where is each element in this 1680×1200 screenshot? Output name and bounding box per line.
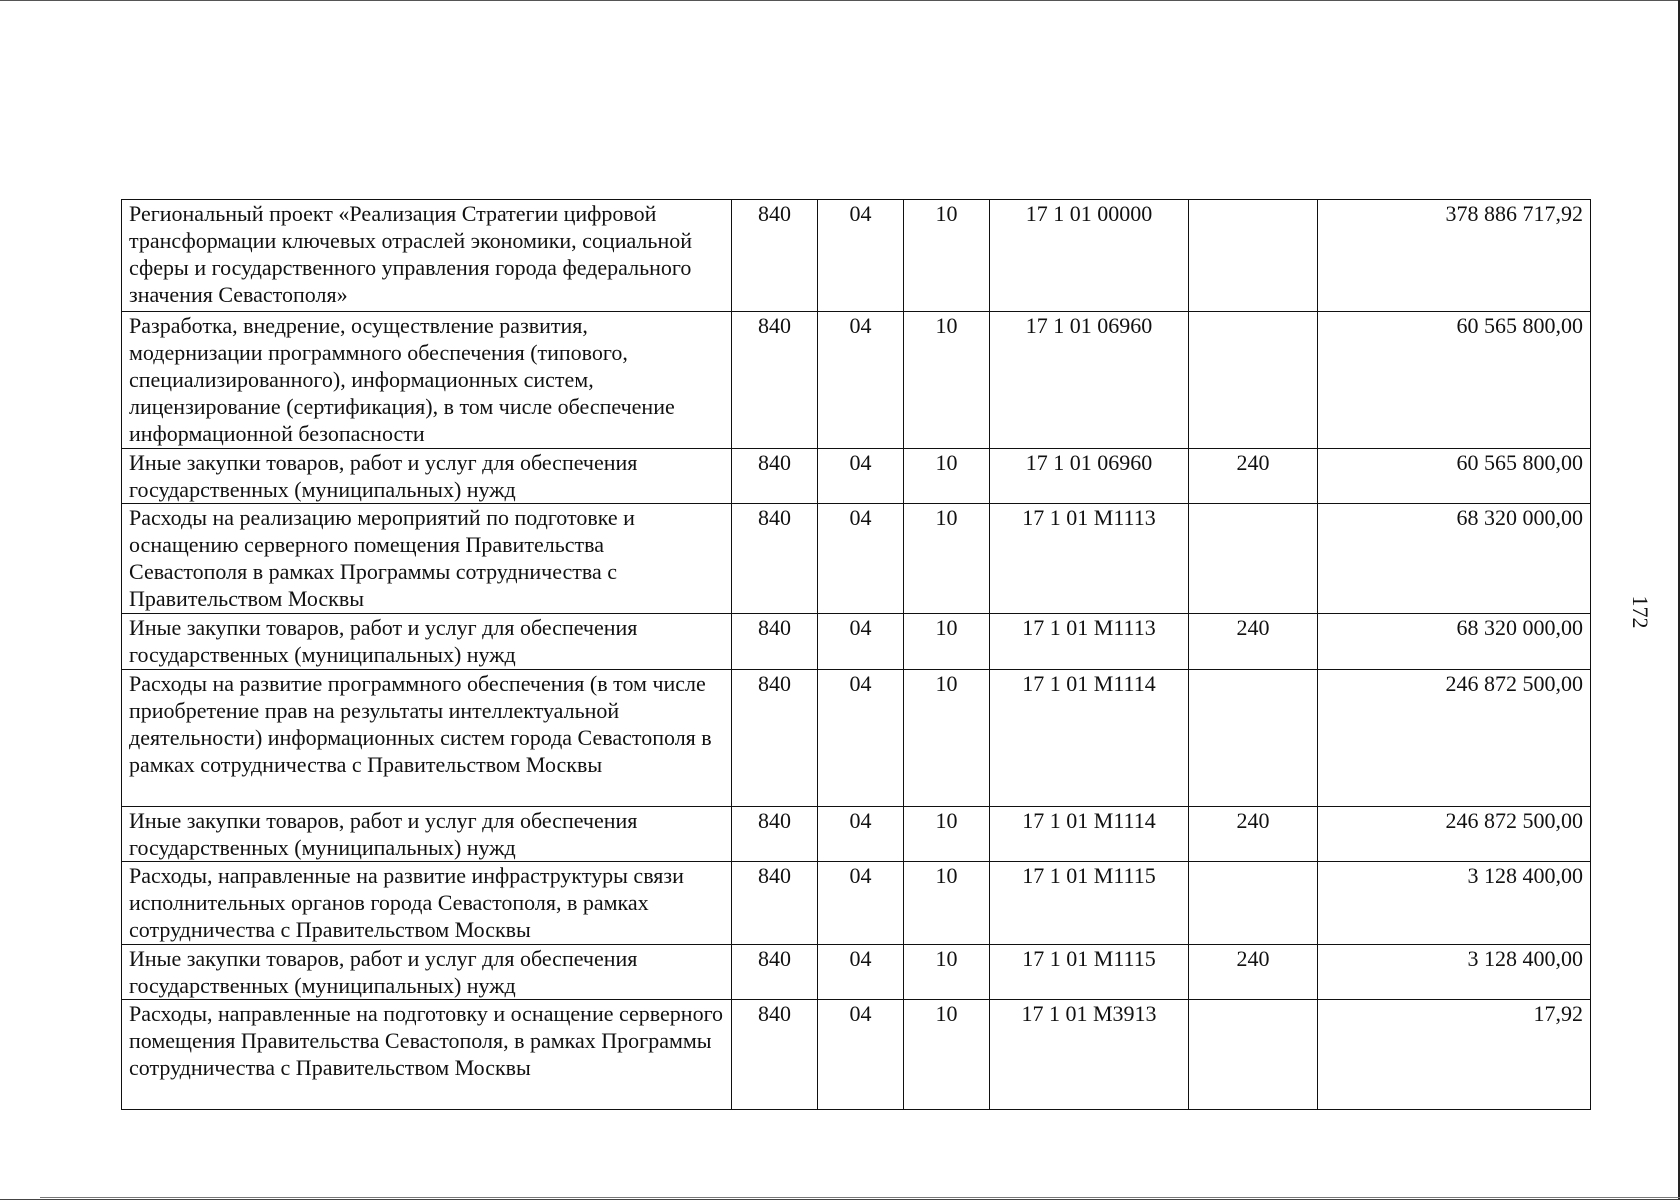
page-number: 172 — [1628, 595, 1653, 629]
row-description: Разработка, внедрение, осуществление развития, модернизации программного обеспечения (типового, специализированного), информационных систем, лицензирование (сертификация), в том числе обеспечение информационной безопасности — [122, 312, 732, 449]
subsection-code: 10 — [904, 614, 990, 670]
table-row — [122, 862, 1591, 945]
target-article-code: 17 1 01 M1115 — [990, 945, 1189, 1000]
expense-type-code: 240 — [1189, 807, 1318, 862]
scan-bottom-line — [40, 1197, 1680, 1198]
section-code: 04 — [818, 945, 904, 1000]
section-code: 04 — [818, 862, 904, 945]
target-article-code: 17 1 01 06960 — [990, 312, 1189, 449]
amount-value: 68 320 000,00 — [1318, 614, 1591, 670]
row-description: Иные закупки товаров, работ и услуг для обеспечения государственных (муниципальных) нужд — [122, 449, 732, 504]
subsection-code: 10 — [904, 504, 990, 614]
section-code: 04 — [818, 807, 904, 862]
section-code: 04 — [818, 614, 904, 670]
ministry-code: 840 — [732, 449, 818, 504]
target-article-code: 17 1 01 M1113 — [990, 614, 1189, 670]
budget-table — [121, 199, 1591, 1110]
row-description: Иные закупки товаров, работ и услуг для обеспечения государственных (муниципальных) нужд — [122, 807, 732, 862]
section-code: 04 — [818, 200, 904, 312]
subsection-code: 10 — [904, 945, 990, 1000]
expense-type-code — [1189, 1000, 1318, 1110]
subsection-code: 10 — [904, 312, 990, 449]
row-description: Расходы, направленные на развитие инфраструктуры связи исполнительных органов города Севастополя, в рамках сотрудничества с Правительством Москвы — [122, 862, 732, 945]
row-description: Расходы на развитие программного обеспечения (в том числе приобретение прав на результаты интеллектуальной деятельности) информационных систем города Севастополя в рамках сотрудничества с Правительством Москвы — [122, 670, 732, 807]
subsection-code: 10 — [904, 200, 990, 312]
subsection-code: 10 — [904, 807, 990, 862]
target-article-code: 17 1 01 M1114 — [990, 670, 1189, 807]
row-description: Расходы на реализацию мероприятий по подготовке и оснащению серверного помещения Правительства Севастополя в рамках Программы сотрудничества с Правительством Москвы — [122, 504, 732, 614]
subsection-code: 10 — [904, 449, 990, 504]
amount-value: 378 886 717,92 — [1318, 200, 1591, 312]
target-article-code: 17 1 01 M1113 — [990, 504, 1189, 614]
expense-type-code — [1189, 670, 1318, 807]
subsection-code: 10 — [904, 1000, 990, 1110]
amount-value: 246 872 500,00 — [1318, 807, 1591, 862]
expense-type-code — [1189, 312, 1318, 449]
scan-top-edge — [0, 0, 1680, 1]
ministry-code: 840 — [732, 1000, 818, 1110]
ministry-code: 840 — [732, 312, 818, 449]
row-description: Расходы, направленные на подготовку и оснащение серверного помещения Правительства Севастополя, в рамках Программы сотрудничества с Правительством Москвы — [122, 1000, 732, 1110]
table-row — [122, 670, 1591, 807]
table-row — [122, 614, 1591, 670]
expense-type-code — [1189, 200, 1318, 312]
table-row — [122, 504, 1591, 614]
section-code: 04 — [818, 670, 904, 807]
expense-type-code — [1189, 504, 1318, 614]
ministry-code: 840 — [732, 945, 818, 1000]
target-article-code: 17 1 01 M3913 — [990, 1000, 1189, 1110]
amount-value: 17,92 — [1318, 1000, 1591, 1110]
table-row — [122, 449, 1591, 504]
ministry-code: 840 — [732, 807, 818, 862]
ministry-code: 840 — [732, 614, 818, 670]
section-code: 04 — [818, 1000, 904, 1110]
row-description: Иные закупки товаров, работ и услуг для обеспечения государственных (муниципальных) нужд — [122, 945, 732, 1000]
table-row — [122, 807, 1591, 862]
table-row — [122, 945, 1591, 1000]
row-description: Иные закупки товаров, работ и услуг для обеспечения государственных (муниципальных) нужд — [122, 614, 732, 670]
row-description: Региональный проект «Реализация Стратегии цифровой трансформации ключевых отраслей экономики, социальной сферы и государственного управления города федерального значения Севастополя» — [122, 200, 732, 312]
target-article-code: 17 1 01 06960 — [990, 449, 1189, 504]
table-row — [122, 1000, 1591, 1110]
section-code: 04 — [818, 449, 904, 504]
section-code: 04 — [818, 504, 904, 614]
target-article-code: 17 1 01 M1114 — [990, 807, 1189, 862]
amount-value: 3 128 400,00 — [1318, 862, 1591, 945]
ministry-code: 840 — [732, 862, 818, 945]
expense-type-code — [1189, 862, 1318, 945]
expense-type-code: 240 — [1189, 945, 1318, 1000]
ministry-code: 840 — [732, 670, 818, 807]
expense-type-code: 240 — [1189, 614, 1318, 670]
ministry-code: 840 — [732, 200, 818, 312]
table-row — [122, 200, 1591, 312]
table-row — [122, 312, 1591, 449]
amount-value: 60 565 800,00 — [1318, 312, 1591, 449]
section-code: 04 — [818, 312, 904, 449]
amount-value: 246 872 500,00 — [1318, 670, 1591, 807]
expense-type-code: 240 — [1189, 449, 1318, 504]
amount-value: 3 128 400,00 — [1318, 945, 1591, 1000]
amount-value: 68 320 000,00 — [1318, 504, 1591, 614]
target-article-code: 17 1 01 00000 — [990, 200, 1189, 312]
ministry-code: 840 — [732, 504, 818, 614]
subsection-code: 10 — [904, 862, 990, 945]
subsection-code: 10 — [904, 670, 990, 807]
amount-value: 60 565 800,00 — [1318, 449, 1591, 504]
target-article-code: 17 1 01 M1115 — [990, 862, 1189, 945]
